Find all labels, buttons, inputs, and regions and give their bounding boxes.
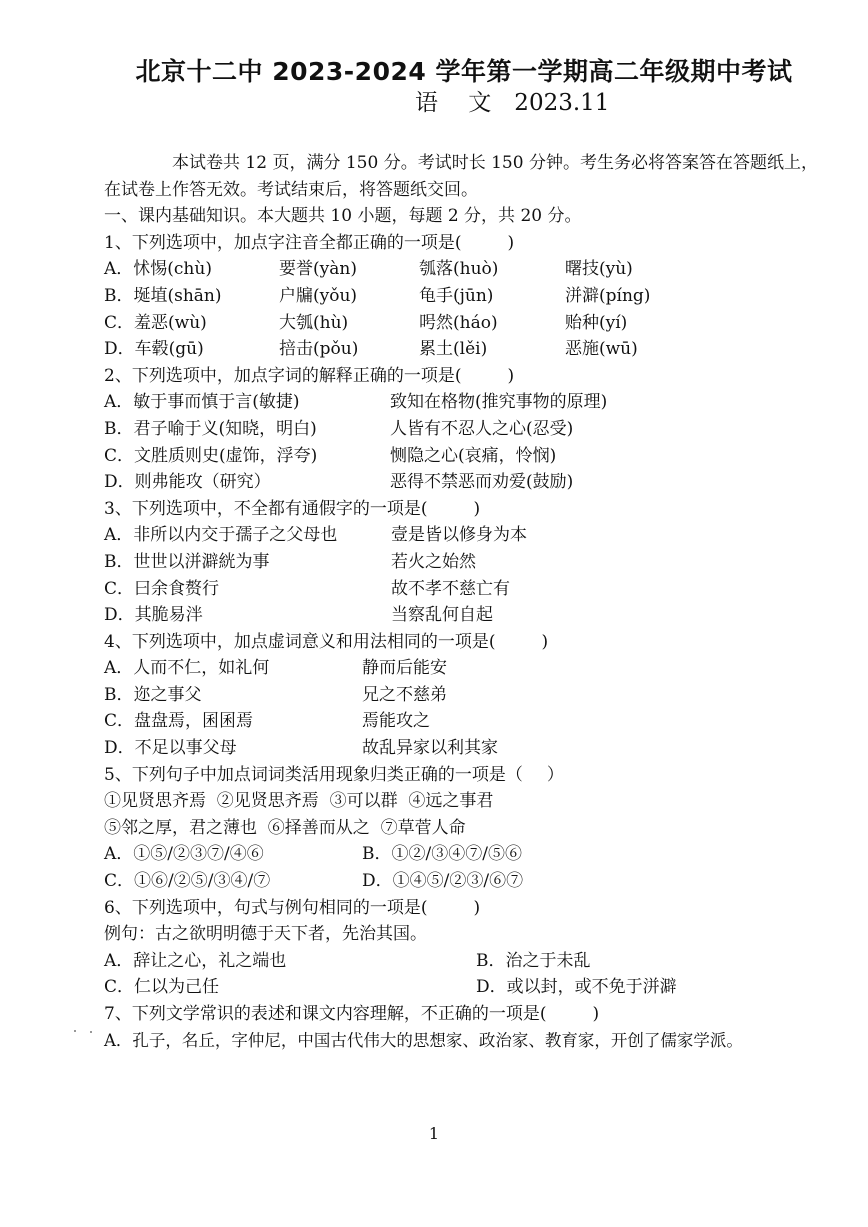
question-3-option-b [104, 549, 853, 576]
question-7-paren: ) [592, 1004, 600, 1024]
question-2-option-c [104, 443, 853, 470]
option-cell: 户牖(yǒu) [279, 285, 358, 306]
option-cell: D．则弗能攻（研究） [104, 472, 271, 493]
question-2-option-d [104, 469, 853, 496]
option-cell: A．敏于事而慎于言(敏捷) [104, 392, 300, 413]
option-cell: 龟手(jūn) [419, 285, 494, 306]
option-cell: 瓠落(huò) [419, 259, 499, 280]
question-5-text: 5、下列句子中加点词词类活用现象归类正确的一项是（ [104, 764, 523, 785]
question-3-text: 3、下列选项中，不全都有通假字的一项是( [104, 498, 428, 519]
section-heading: 一、课内基础知识。本大题共 10 小题，每题 2 分，共 20 分。 [104, 206, 582, 227]
option-cell: 静而后能安 [362, 658, 447, 679]
option-cell: C．羞恶(wù) [104, 312, 207, 333]
option-cell: C．盘盘焉，囷囷焉 [104, 711, 254, 732]
option-cell: 大瓠(hù) [279, 312, 349, 333]
option-cell: C．曰余食赘行 [104, 578, 220, 599]
option-cell: B．治之于未乱 [476, 950, 591, 971]
option-cell: A．非所以内交于孺子之父母也 [104, 525, 338, 546]
option-cell: B．君子喻于义(知晓，明白) [104, 418, 317, 439]
option-cell: 要誉(yàn) [279, 259, 357, 280]
question-7-option-a: A．孔子，名丘，字仲尼，中国古代伟大的思想家、政治家、教育家，开创了儒家学派。 [104, 1030, 743, 1050]
question-5-items-2: ⑤邻之厚，君之薄也 ⑥择善而从之 ⑦草菅人命 [104, 817, 466, 838]
question-1-option-b [104, 283, 853, 310]
option-cell: 兄之不慈弟 [362, 684, 447, 705]
question-6-paren: ) [473, 897, 481, 918]
question-2-paren: ) [507, 365, 515, 386]
question-1-option-c [104, 310, 853, 337]
question-3-option-d [104, 602, 853, 629]
option-cell: A．辞让之心，礼之端也 [104, 950, 287, 971]
question-3-stem [104, 496, 853, 523]
option-cell: D．其脆易泮 [104, 605, 203, 626]
option-cell: B．①②/③④⑦/⑤⑥ [362, 844, 522, 865]
question-4-text: 4、下列选项中，加点虚词意义和用法相同的一项是( [104, 631, 496, 652]
question-2-text: 2、下列选项中，加点字词的解释正确的一项是( [104, 365, 462, 386]
question-3-paren: ) [473, 498, 481, 519]
question-4-option-c [104, 708, 853, 735]
option-cell: 故不孝不慈亡有 [391, 578, 510, 599]
option-cell: A．怵惕(chù) [104, 259, 212, 280]
option-cell: 故乱异家以利其家 [362, 738, 498, 759]
question-4-option-a [104, 655, 853, 682]
question-6-options-cd [104, 974, 853, 1001]
question-4-option-b [104, 682, 853, 709]
question-7-text: 7、下列文学常识的表述和课文内容理解，不正确的一项是( [104, 1004, 547, 1024]
option-cell: C．仁以为己任 [104, 977, 220, 998]
option-cell: 恶施(wū) [565, 339, 638, 360]
question-1-option-a [104, 256, 853, 283]
question-5-options-ab [104, 841, 853, 868]
question-1-text: 1、下列选项中，加点字注音全都正确的一项是( [104, 232, 462, 253]
option-cell: 恻隐之心(哀痛，怜悯) [390, 445, 557, 466]
option-cell: B．迩之事父 [104, 684, 202, 705]
question-2-option-b [104, 416, 853, 443]
question-4-stem [104, 629, 853, 656]
option-cell: D．或以封，或不免于洴澼 [476, 977, 677, 998]
question-6-options-ab [104, 948, 853, 975]
question-1-stem [104, 230, 853, 257]
option-cell: D．车毂(gū) [104, 339, 204, 360]
option-cell: D．不足以事父母 [104, 738, 237, 759]
option-cell: 贻种(yí) [565, 312, 628, 333]
option-cell: B．埏埴(shān) [104, 285, 222, 306]
exam-content [104, 150, 853, 1054]
exam-title: 北京十二中 2023-2024 学年第一学期高二年级期中考试 [135, 57, 793, 86]
option-cell: 曙技(yù) [565, 259, 633, 280]
option-cell: A．①⑤/②③⑦/④⑥ [104, 844, 264, 865]
question-3-option-c [104, 576, 853, 603]
question-5-paren: ） [546, 764, 564, 785]
option-cell: 恶得不禁恶而劝爱(鼓励) [390, 472, 574, 493]
option-cell: B．世世以洴澼絖为事 [104, 551, 270, 572]
question-6-text: 6、下列选项中，句式与例句相同的一项是( [104, 897, 428, 918]
option-cell: C．①⑥/②⑤/③④/⑦ [104, 871, 271, 892]
option-cell: 人皆有不忍人之心(忍受) [390, 418, 574, 439]
question-4-paren: ) [541, 631, 549, 652]
scan-speck [74, 1030, 76, 1032]
option-cell: D．①④⑤/②③/⑥⑦ [362, 871, 524, 892]
option-cell: 掊击(pǒu) [279, 339, 359, 360]
option-cell: A．人而不仁，如礼何 [104, 658, 270, 679]
option-cell: 焉能攻之 [362, 711, 430, 732]
option-cell: 当察乱何自起 [391, 605, 493, 626]
scan-speck [90, 1031, 92, 1033]
option-cell: 呺然(háo) [419, 312, 498, 333]
question-2-stem [104, 363, 853, 390]
question-3-option-a [104, 522, 853, 549]
option-cell: 致知在格物(推究事物的原理) [390, 392, 608, 413]
option-cell: 累土(lěi) [419, 339, 488, 360]
question-1-paren: ) [507, 232, 515, 253]
question-6-example: 例句：古之欲明明德于天下者，先治其国。 [104, 924, 427, 945]
question-5-stem [104, 762, 853, 789]
question-1-option-d [104, 336, 853, 363]
question-5-options-cd [104, 868, 853, 895]
question-2-option-a [104, 389, 853, 416]
option-cell: C．文胜质则史(虚饰，浮夸) [104, 445, 318, 466]
question-5-items-1: ①见贤思齐焉 ②见贤思齐焉 ③可以群 ④远之事君 [104, 791, 494, 812]
option-cell: 洴澼(píng) [565, 285, 651, 306]
option-cell: 壹是皆以修身为本 [391, 525, 527, 546]
intro-line-1: 本试卷共 12 页，满分 150 分。考试时长 150 分钟。考生务必将答案答在答题纸上， [172, 153, 818, 173]
question-7-stem [104, 1001, 853, 1028]
page-number: 1 [428, 1124, 440, 1143]
question-4-option-d [104, 735, 853, 762]
option-cell: 若火之始然 [391, 551, 476, 572]
exam-subtitle: 语 文 2023.11 [415, 90, 610, 116]
question-6-stem [104, 895, 853, 922]
intro-line-2: 在试卷上作答无效。考试结束后，将答题纸交回。 [104, 179, 478, 200]
